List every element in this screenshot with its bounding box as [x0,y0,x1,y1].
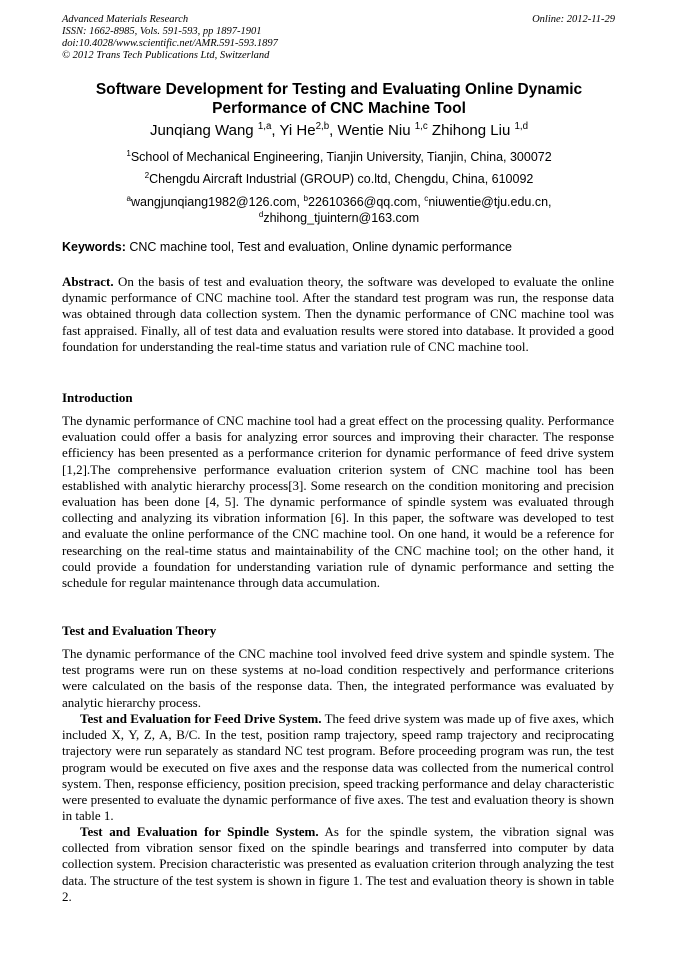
abstract-text: On the basis of test and evaluation theory, the software was developed to evaluate the online dynamic performance of CNC machine tool. After the standard test program was run, the response data was obtained through data collection system. Then the dynamic performance of CNC machine tool was fast appraised. Finally, all of test data and evaluation results were stored into database. It provided a good foundation for understanding the real-time status and variation rule of CNC machine tool. [62,274,614,354]
introduction-paragraph: The dynamic performance of CNC machine tool had a great effect on the processing quality. Performance evaluation could offer a basis for analyzing error sources and improving their character. The response efficiency has been presented as a performance criterion for dynamic performance of feed drive system [1,2].The comprehensive performance evaluation criterion system of CNC machine tool has been established with analytic hierarchy process[3]. Some research on the condition monitoring and precision evaluation has been done [4, 5]. The dynamic performance of spindle system was evaluated through collecting and analyzing its vibration information [6]. In this paper, the software was developed to test and evaluate the online performance of the CNC machine tool. On one hand, it would be a reference for researching on the real-time status and maintainability of the CNC machine tool; on the other hand, it could provide a foundation for understanding variation rule of dynamic performance and setting the schedule for regular maintenance through data accumulation. [62,413,614,591]
keywords-line [62,239,512,255]
keywords-text: CNC machine tool, Test and evaluation, Online dynamic performance [125,240,512,254]
author-sup: 1,c [414,121,428,132]
journal-name: Advanced Materials Research [62,14,189,25]
spindle-text: As for the spindle system, the vibration signal was collected from vibration sensor fixed on the spindle bearings and transferred into computer by data collection system. Precision characteristic was presented as evaluation criterion through analyzing the test data. The structure of the test system is shown in figure 1. The test and evaluation theory is shown in table 2. [62,824,614,904]
affiliation-sup: 2 [144,170,150,180]
copyright-line: © 2012 Trans Tech Publications Ltd, Switzerland [62,50,270,61]
email-sup: a [126,193,131,203]
theory-intro-paragraph: The dynamic performance of the CNC machine tool involved feed drive system and spindle system. The test programs were run on these systems at no-load condition respectively and performance criterions were calculated on the basis of the response data. Then, the integrated performance was evaluated by analytic hierarchy process. [62,646,614,710]
affiliation-text: School of Mechanical Engineering, Tianjin University, Tianjin, China, 300072 [130,150,552,164]
online-date: Online: 2012-11-29 [532,14,615,25]
abstract-paragraph [62,274,614,355]
feed-drive-paragraph [62,711,614,824]
author-name: Junqiang Wang [149,122,258,139]
affiliation-1 [62,149,616,165]
spindle-paragraph [62,824,614,905]
author-sup: 1,a [257,121,272,132]
email-link[interactable]: wangjunqiang1982@126.com, [130,195,304,209]
journal-header [62,14,278,62]
author-list [62,121,616,140]
author-name: , Yi He [271,122,316,139]
doi-line[interactable]: doi:10.4028/www.scientific.net/AMR.591-593.1897 [62,38,278,49]
author-sup: 2,b [315,121,330,132]
email-sup: d [258,209,264,219]
introduction-heading: Introduction [62,390,133,405]
issn-line: ISSN: 1662-8985, Vols. 591-593, pp 1897-1901 [62,26,262,37]
affiliation-sup: 1 [126,148,131,158]
feed-drive-text: The feed drive system was made up of five axes, which included X, Y, Z, A, B/C. In the test, position ramp trajectory, speed ramp trajectory and reciprocating trajectory were run separately as standard NC test program. Before proceeding program was run, the test program would be executed on five axes and the response data was collected from the numerical control system. Then, response efficiency, position precision, speed tracking performance and delay characteristic were presented to evaluate the dynamic performance of five axes. The test and evaluation theory is shown in table 1. [62,711,614,824]
theory-heading: Test and Evaluation Theory [62,623,217,638]
email-sup: b [303,193,309,203]
abstract-label: Abstract. [62,274,114,289]
author-name: Zhihong Liu [427,122,515,139]
paper-title: Software Development for Testing and Evaluating Online Dynamic Performance of CNC Machine Tool [95,81,583,117]
email-link[interactable]: niuwentie@tju.edu.cn, [428,195,552,209]
feed-drive-label: Test and Evaluation for Feed Drive System. [80,711,322,726]
keywords-label: Keywords: [62,240,126,254]
author-sup: 1,d [514,121,529,132]
email-link[interactable]: zhihong_tjuintern@163.com [263,211,420,225]
affiliation-text: Chengdu Aircraft Industrial (GROUP) co.ltd, Chengdu, China, 610092 [149,172,534,186]
affiliation-2 [62,171,616,187]
spindle-label: Test and Evaluation for Spindle System. [80,824,319,839]
author-name: , Wentie Niu [329,122,415,139]
email-link[interactable]: 22610366@qq.com, [308,195,425,209]
email-list [62,194,616,226]
email-sup: c [424,193,429,203]
